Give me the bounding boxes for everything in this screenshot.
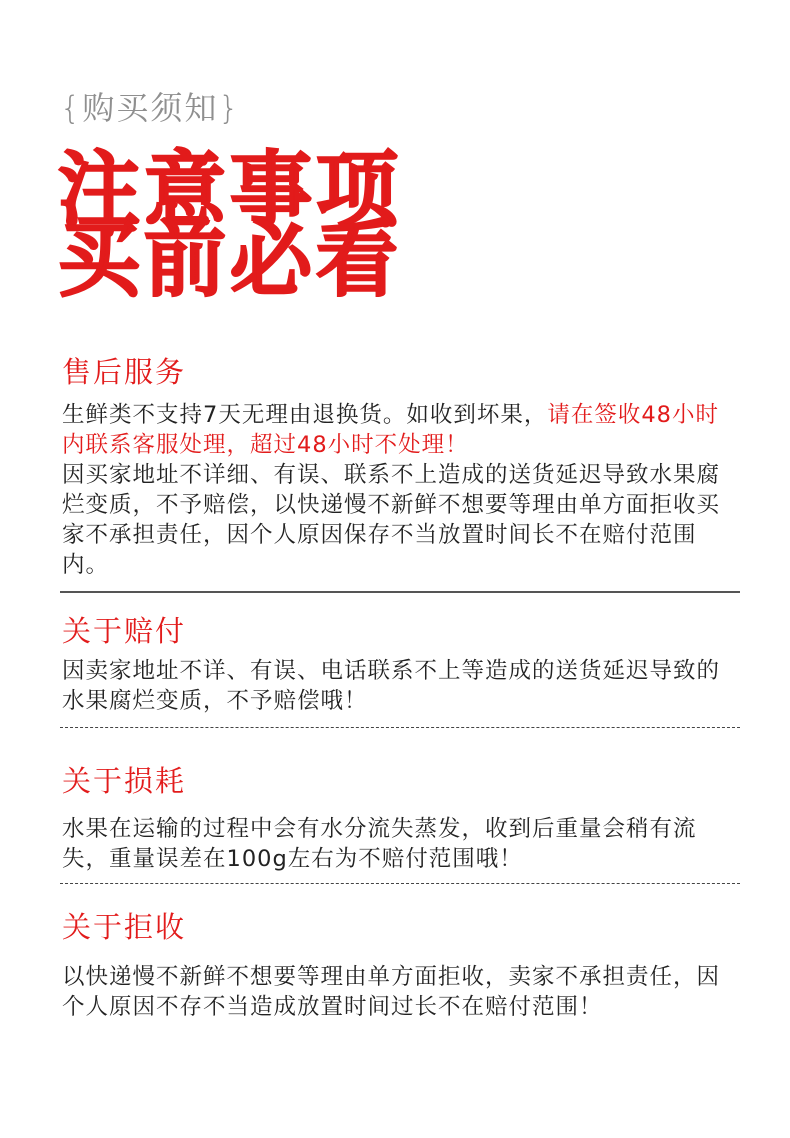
after-sales-highlight: 请在签收48小时内联系客服处理，超过48小时不处理！	[62, 402, 719, 458]
section-body-rejection: 以快递慢不新鲜不想要等理由单方面拒收，卖家不承担责任，因个人原因不存不当造成放置时间过长不在赔付范围！	[62, 964, 721, 1020]
section-title-rejection: 关于拒收	[62, 910, 187, 944]
main-title-line1: 注意事项	[58, 143, 403, 238]
main-title-line2: 买前必看	[58, 213, 403, 308]
section-body-compensation: 因卖家地址不详、有误、电话联系不上等造成的送货延迟导致的水果腐烂变质，不予赔偿哦！	[62, 658, 721, 714]
section-title-loss: 关于损耗	[62, 764, 187, 798]
after-sales-paragraph-1	[62, 400, 742, 460]
section-title-compensation: 关于赔付	[62, 614, 187, 648]
section-divider	[60, 591, 740, 593]
section-title-after-sales: 售后服务	[62, 355, 187, 389]
section-divider	[60, 727, 740, 728]
after-sales-paragraph-2: 因买家地址不详细、有误、联系不上造成的送货延迟导致水果腐烂变质，不予赔偿，以快递慢不新鲜不想要等理由单方面拒收买家不承担责任，因个人原因保存不当放置时间长不在赔付范围内。	[62, 462, 721, 578]
notice-label: {购买须知}	[60, 89, 241, 127]
after-sales-text: 生鲜类不支持7天无理由退换货。如收到坏果，	[62, 402, 548, 428]
section-divider	[60, 883, 740, 884]
section-body-loss: 水果在运输的过程中会有水分流失蒸发，收到后重量会稍有流失，重量误差在100g左右为不赔付范围哦！	[62, 816, 697, 872]
section-body-after-sales	[62, 400, 742, 580]
